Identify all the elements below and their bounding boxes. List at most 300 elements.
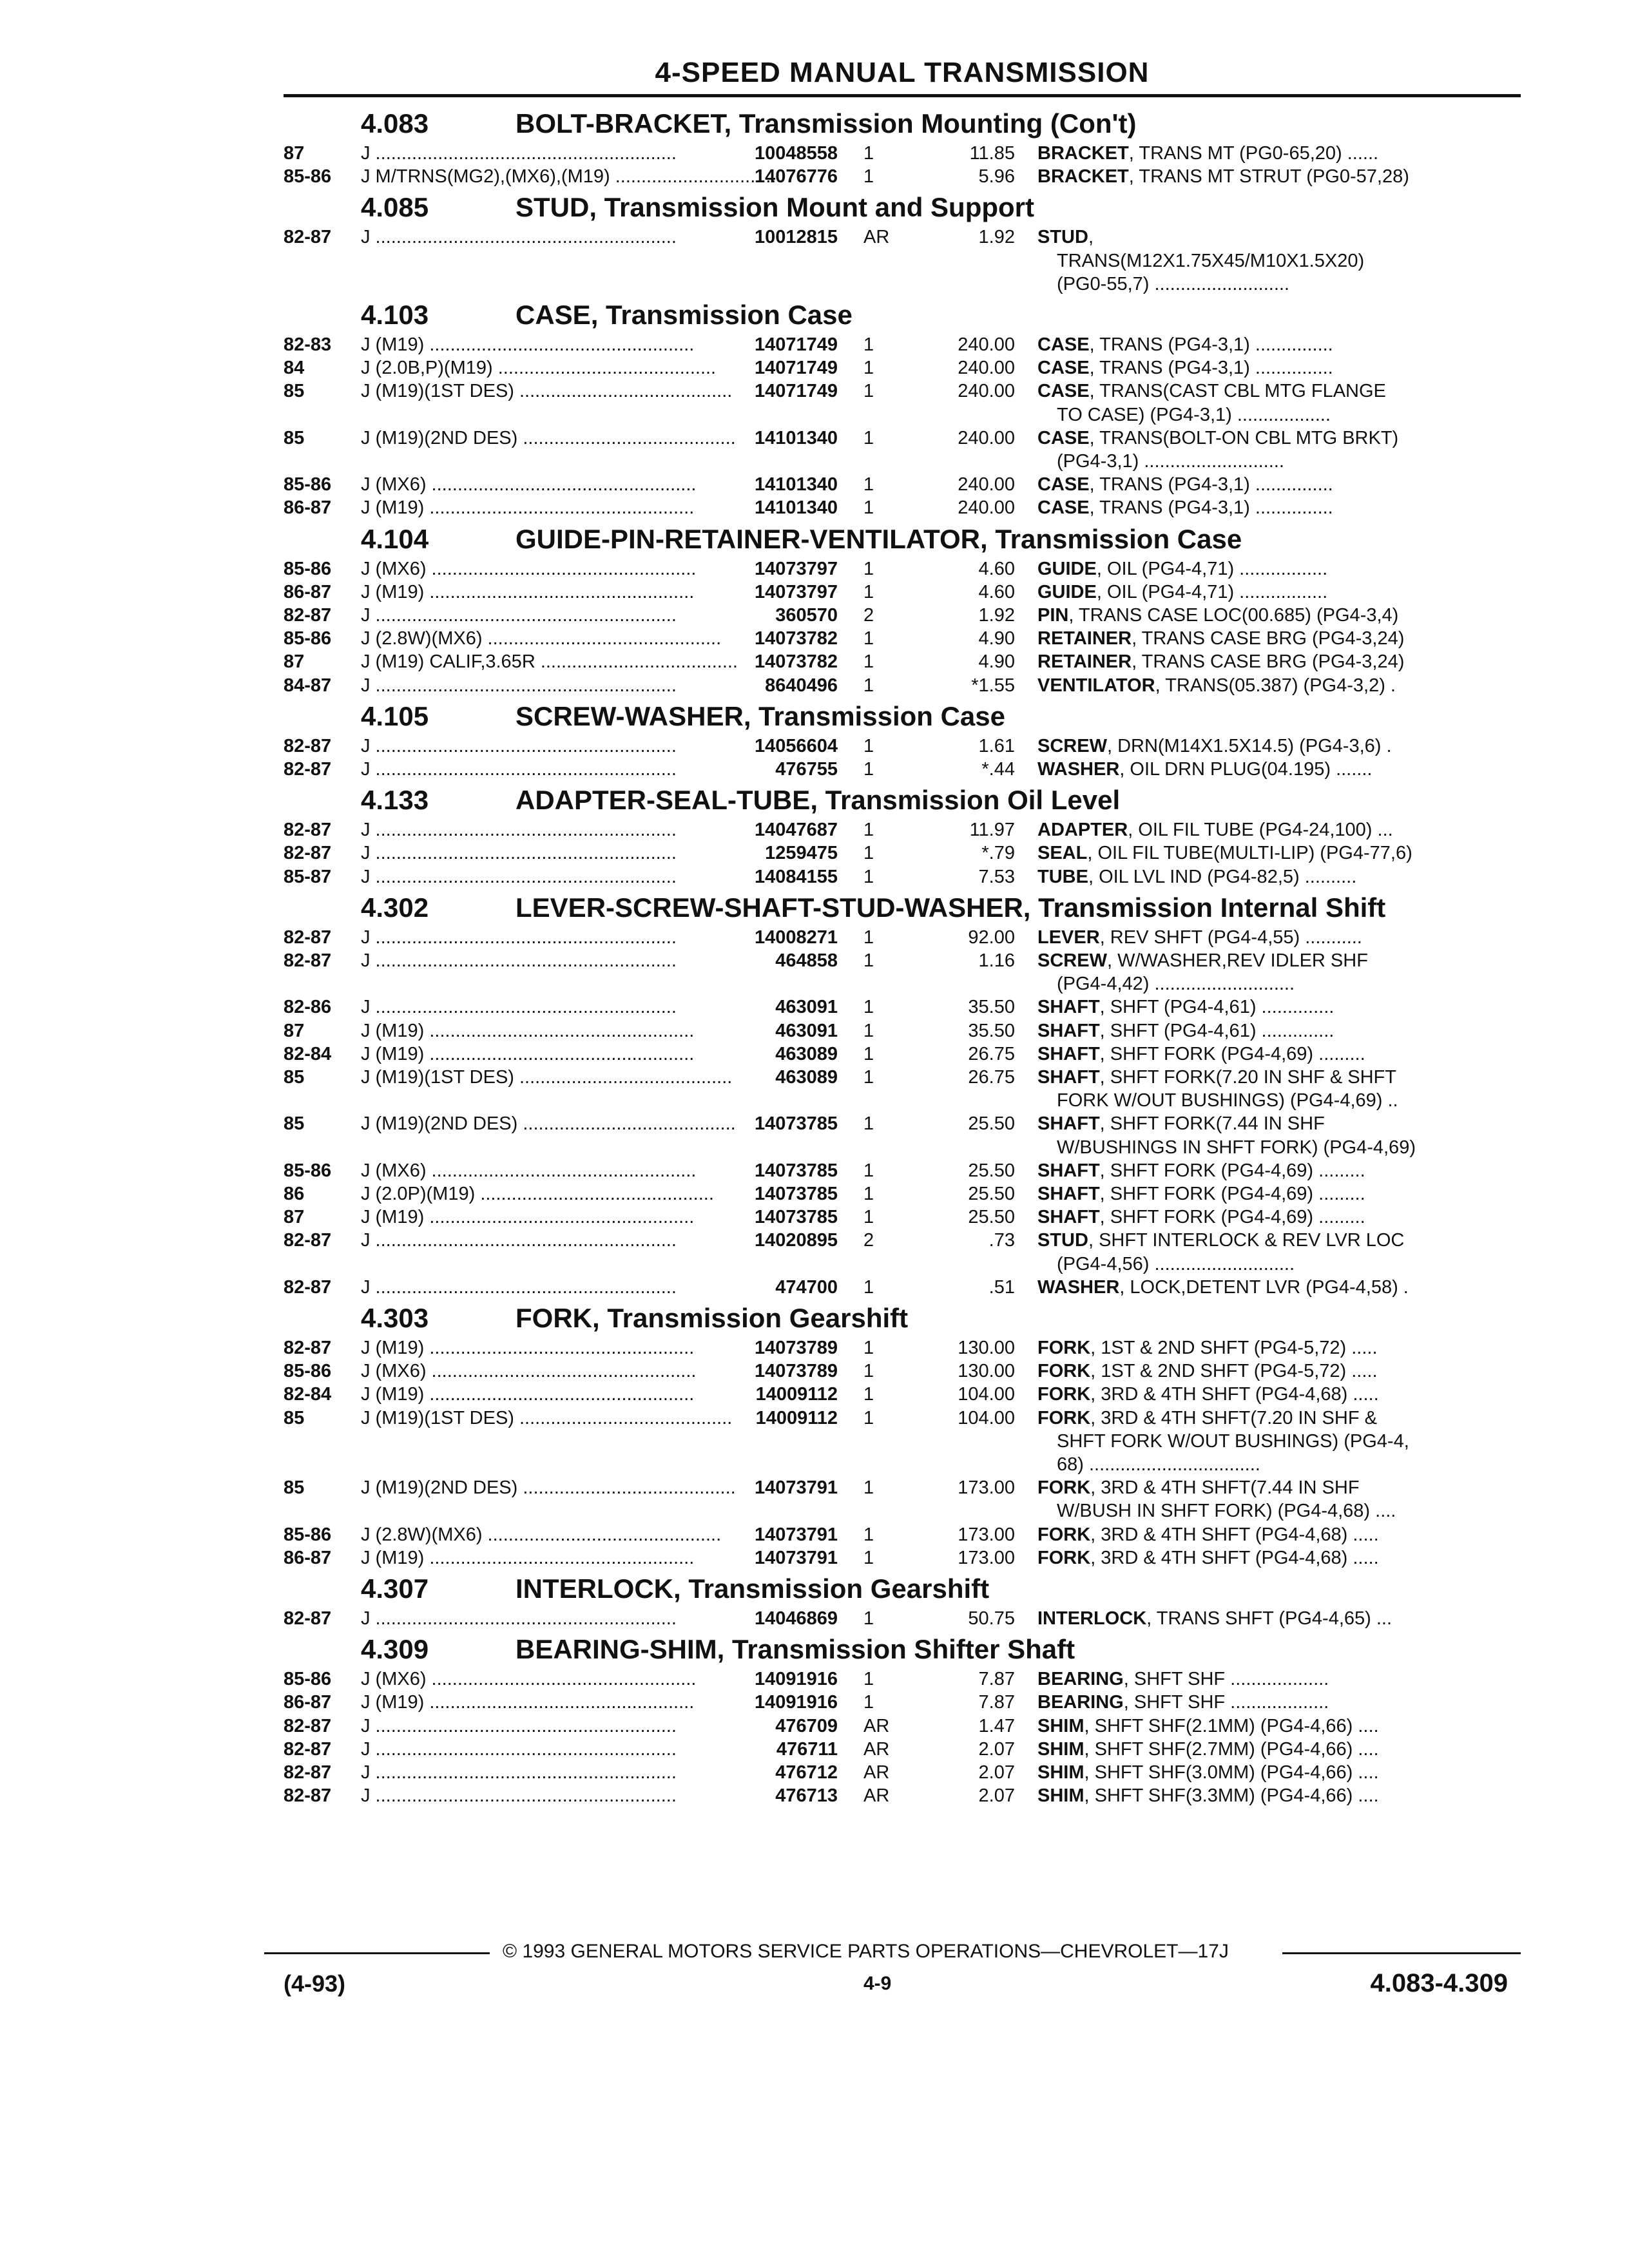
section-title: FORK, Transmission Gearshift [516, 1303, 909, 1333]
description: BRACKET, TRANS MT (PG0-65,20) ...... [1037, 143, 1379, 164]
application: J (2.0B,P)(M19) .......................................... [361, 358, 717, 379]
description: PIN, TRANS CASE LOC(00.685) (PG4-3,4) [1037, 605, 1399, 626]
section-title: SCREW-WASHER, Transmission Case [516, 700, 1005, 731]
footer-rule-right [1282, 1952, 1521, 1954]
model-years: 82-87 [284, 227, 332, 248]
section-number: 4.307 [361, 1573, 429, 1604]
footer-section-range: 4.083-4.309 [1370, 1969, 1508, 1997]
model-years: 85-86 [284, 166, 332, 187]
part-row [0, 496, 1629, 519]
section-number: 4.083 [361, 108, 429, 139]
description-continuation [0, 450, 1629, 473]
part-number: 10048558 [754, 143, 838, 164]
part-number: 14073797 [754, 558, 838, 579]
quantity: 1 [863, 759, 874, 780]
part-row [0, 1691, 1629, 1714]
part-number: 14009112 [755, 1407, 838, 1428]
model-years: 82-87 [284, 1715, 332, 1736]
part-number: 476713 [775, 1785, 838, 1807]
description: SHAFT, SHFT FORK (PG4-4,69) ......... [1037, 1184, 1365, 1204]
model-years: 82-87 [284, 1338, 332, 1358]
description-line: (PG4-4,56) ........................... [1057, 1253, 1295, 1274]
part-number: 14084155 [754, 866, 838, 887]
description-continuation [0, 1430, 1629, 1453]
price: 240.00 [958, 358, 1015, 379]
price: 173.00 [958, 1547, 1015, 1568]
quantity: 1 [863, 997, 874, 1018]
part-number: 14071749 [754, 334, 838, 355]
model-years: 82-87 [284, 820, 332, 841]
part-row [0, 226, 1629, 249]
model-years: 82-87 [284, 843, 332, 864]
price: 130.00 [958, 1361, 1015, 1382]
description-line: (PG0-55,7) .......................... [1057, 273, 1289, 294]
part-number: 14073789 [754, 1361, 838, 1382]
application: J .......................................................... [361, 605, 677, 626]
model-years: 87 [284, 651, 305, 673]
quantity: 1 [863, 474, 874, 495]
part-row [0, 650, 1629, 673]
price: 2.07 [978, 1762, 1015, 1783]
part-row [0, 1019, 1629, 1043]
section-number: 4.105 [361, 700, 429, 731]
application: J (M19) ................................................... [361, 497, 695, 519]
price: *.44 [981, 759, 1015, 780]
description: BRACKET, TRANS MT STRUT (PG0-57,28) [1037, 166, 1409, 187]
model-years: 85-86 [284, 1361, 332, 1382]
quantity: 1 [863, 334, 874, 355]
part-number: 14056604 [754, 735, 838, 756]
section-title: ADAPTER-SEAL-TUBE, Transmission Oil Level [516, 785, 1121, 816]
price: 25.50 [968, 1207, 1015, 1228]
model-years: 82-83 [284, 334, 332, 355]
price: 240.00 [958, 381, 1015, 402]
price: 7.87 [978, 1669, 1015, 1690]
application: J (M19)(1ST DES) ......................................... [361, 381, 733, 402]
part-number: 14101340 [754, 474, 838, 495]
quantity: 1 [863, 1361, 874, 1382]
description-continuation [0, 1136, 1629, 1159]
description-continuation [0, 1253, 1629, 1276]
description: SHAFT, SHFT FORK (PG4-4,69) ......... [1037, 1043, 1365, 1064]
part-number: 463089 [775, 1043, 838, 1064]
model-years: 85-86 [284, 1160, 332, 1181]
description: SHIM, SHFT SHF(2.1MM) (PG4-4,66) .... [1037, 1715, 1379, 1736]
description-line: TRANS(M12X1.75X45/M10X1.5X20) [1057, 250, 1365, 271]
quantity: AR [863, 1785, 890, 1807]
application: J (M19) ................................................... [361, 1338, 695, 1358]
description: FORK, 1ST & 2ND SHFT (PG4-5,72) ..... [1037, 1338, 1378, 1358]
part-row [0, 1738, 1629, 1761]
quantity: 1 [863, 1669, 874, 1690]
part-number: 10012815 [754, 227, 838, 248]
application: J .......................................................... [361, 759, 677, 780]
section-number: 4.303 [361, 1303, 429, 1333]
model-years: 84-87 [284, 675, 332, 696]
price: 26.75 [968, 1043, 1015, 1064]
model-years: 86-87 [284, 581, 332, 602]
price: 2.07 [978, 1785, 1015, 1807]
quantity: 1 [863, 1524, 874, 1545]
application: J .......................................................... [361, 675, 677, 696]
description-continuation [0, 403, 1629, 427]
description: LEVER, REV SHFT (PG4-4,55) ........... [1037, 927, 1362, 948]
part-row [0, 1784, 1629, 1807]
application: J .......................................................... [361, 735, 677, 756]
part-row [0, 1476, 1629, 1499]
application: J (M19)(2ND DES) ......................................... [361, 427, 736, 448]
model-years: 82-86 [284, 997, 332, 1018]
quantity: 1 [863, 950, 874, 971]
quantity: 1 [863, 497, 874, 519]
description: SCREW, DRN(M14X1.5X14.5) (PG4-3,6) . [1037, 735, 1392, 756]
application: J .......................................................... [361, 927, 677, 948]
price: 7.87 [978, 1692, 1015, 1713]
part-number: 14046869 [754, 1608, 838, 1629]
part-number: 14071749 [754, 381, 838, 402]
model-years: 82-84 [284, 1384, 332, 1405]
part-row [0, 1206, 1629, 1229]
model-years: 85-86 [284, 628, 332, 649]
description-continuation [0, 1453, 1629, 1476]
application: J (MX6) ................................................... [361, 1160, 697, 1181]
part-row [0, 735, 1629, 758]
part-number: 463089 [775, 1067, 838, 1088]
application: J (MX6) ................................................... [361, 558, 697, 579]
description: SEAL, OIL FIL TUBE(MULTI-LIP) (PG4-77,6) [1037, 843, 1412, 864]
part-row [0, 627, 1629, 650]
price: 11.85 [969, 143, 1015, 164]
part-row [0, 1360, 1629, 1383]
quantity: 1 [863, 358, 874, 379]
description: STUD, [1037, 227, 1094, 248]
price: 25.50 [968, 1113, 1015, 1135]
description-line: TO CASE) (PG4-3,1) .................. [1057, 404, 1331, 425]
price: *1.55 [971, 675, 1015, 696]
quantity: 1 [863, 1477, 874, 1499]
application: J .......................................................... [361, 997, 677, 1018]
quantity: 1 [863, 143, 874, 164]
description-line: (PG4-3,1) ........................... [1057, 451, 1284, 472]
quantity: 1 [863, 1692, 874, 1713]
part-number: 14071749 [754, 358, 838, 379]
description: SHAFT, SHFT FORK (PG4-4,69) ......... [1037, 1207, 1365, 1228]
application: J (2.0P)(M19) ............................................. [361, 1184, 714, 1204]
model-years: 82-84 [284, 1043, 332, 1064]
description: CASE, TRANS (PG4-3,1) ............... [1037, 334, 1333, 355]
part-row [0, 1761, 1629, 1784]
part-row [0, 1607, 1629, 1630]
application: J .......................................................... [361, 1230, 677, 1251]
description: GUIDE, OIL (PG4-4,71) ................. [1037, 581, 1328, 602]
quantity: 1 [863, 1020, 874, 1041]
part-number: 14101340 [754, 497, 838, 519]
description: SHAFT, SHFT FORK(7.20 IN SHF & SHFT [1037, 1067, 1396, 1088]
quantity: 1 [863, 1384, 874, 1405]
application: J (M19)(2ND DES) ......................................... [361, 1477, 736, 1499]
quantity: 1 [863, 558, 874, 579]
model-years: 85 [284, 1067, 305, 1088]
part-row [0, 949, 1629, 972]
application: J (M19) CALIF,3.65R ...................................... [361, 651, 738, 673]
description-continuation [0, 1499, 1629, 1523]
description: INTERLOCK, TRANS SHFT (PG4-4,65) ... [1037, 1608, 1393, 1629]
application: J (M19) ................................................... [361, 334, 695, 355]
section-number: 4.103 [361, 300, 429, 330]
part-row [0, 1066, 1629, 1089]
description: SHAFT, SHFT FORK(7.44 IN SHF [1037, 1113, 1325, 1135]
description: GUIDE, OIL (PG4-4,71) ................. [1037, 558, 1328, 579]
quantity: 1 [863, 843, 874, 864]
model-years: 85 [284, 1407, 305, 1428]
model-years: 82-87 [284, 1738, 332, 1760]
model-years: 85-86 [284, 1669, 332, 1690]
page-header: 4-SPEED MANUAL TRANSMISSION [655, 57, 1150, 88]
description: SHIM, SHFT SHF(3.3MM) (PG4-4,66) .... [1037, 1785, 1379, 1807]
application: J (M19) ................................................... [361, 1692, 695, 1713]
section-title: GUIDE-PIN-RETAINER-VENTILATOR, Transmission Case [516, 523, 1242, 554]
quantity: 1 [863, 427, 874, 448]
part-row [0, 995, 1629, 1019]
model-years: 86-87 [284, 1547, 332, 1568]
description: CASE, TRANS (PG4-3,1) ............... [1037, 358, 1333, 379]
part-row [0, 427, 1629, 450]
section-number: 4.085 [361, 192, 429, 223]
description-line: W/BUSHINGS IN SHFT FORK) (PG4-4,69) [1057, 1137, 1416, 1158]
application: J .......................................................... [361, 820, 677, 841]
application: J .......................................................... [361, 1762, 677, 1783]
section-number: 4.302 [361, 892, 429, 923]
price: 25.50 [968, 1160, 1015, 1181]
price: 240.00 [958, 427, 1015, 448]
section-title: BEARING-SHIM, Transmission Shifter Shaft [516, 1634, 1075, 1665]
quantity: 1 [863, 820, 874, 841]
application: J M/TRNS(MG2),(MX6),(M19) ............................... [361, 166, 776, 187]
part-row [0, 165, 1629, 188]
quantity: 1 [863, 1207, 874, 1228]
price: 1.61 [978, 735, 1015, 756]
part-number: 360570 [775, 605, 838, 626]
price: 1.92 [978, 227, 1015, 248]
model-years: 82-87 [284, 950, 332, 971]
application: J (M19)(1ST DES) ......................................... [361, 1407, 733, 1428]
application: J (MX6) ................................................... [361, 1669, 697, 1690]
model-years: 86-87 [284, 1692, 332, 1713]
description: FORK, 1ST & 2ND SHFT (PG4-5,72) ..... [1037, 1361, 1378, 1382]
section-number: 4.309 [361, 1634, 429, 1665]
description: SHAFT, SHFT (PG4-4,61) .............. [1037, 1020, 1335, 1041]
price: 1.47 [978, 1715, 1015, 1736]
part-row [0, 473, 1629, 496]
part-row [0, 818, 1629, 841]
part-number: 14073791 [754, 1524, 838, 1545]
price: .73 [988, 1230, 1015, 1251]
description-line: (PG4-4,42) ........................... [1057, 974, 1295, 995]
price: 240.00 [958, 334, 1015, 355]
price: 11.97 [969, 820, 1015, 841]
part-number: 476712 [775, 1762, 838, 1783]
quantity: 1 [863, 1547, 874, 1568]
model-years: 82-87 [284, 1230, 332, 1251]
description: SHIM, SHFT SHF(2.7MM) (PG4-4,66) .... [1037, 1738, 1379, 1760]
part-row [0, 356, 1629, 380]
quantity: 1 [863, 381, 874, 402]
application: J .......................................................... [361, 1608, 677, 1629]
price: 5.96 [978, 166, 1015, 187]
model-years: 82-87 [284, 1785, 332, 1807]
description: CASE, TRANS(BOLT-ON CBL MTG BRKT) [1037, 427, 1399, 448]
model-years: 87 [284, 1020, 305, 1041]
description: SHAFT, SHFT FORK (PG4-4,69) ......... [1037, 1160, 1365, 1181]
application: J .......................................................... [361, 227, 677, 248]
part-number: 14008271 [754, 927, 838, 948]
price: .51 [988, 1276, 1015, 1298]
quantity: 1 [863, 166, 874, 187]
footer-rule-left [264, 1952, 490, 1954]
quantity: 1 [863, 1407, 874, 1428]
part-row [0, 1667, 1629, 1691]
quantity: 1 [863, 1184, 874, 1204]
price: 35.50 [968, 1020, 1015, 1041]
description: CASE, TRANS(CAST CBL MTG FLANGE [1037, 381, 1386, 402]
description: SCREW, W/WASHER,REV IDLER SHF [1037, 950, 1368, 971]
part-number: 14020895 [754, 1230, 838, 1251]
quantity: 1 [863, 581, 874, 602]
quantity: AR [863, 1715, 890, 1736]
footer-copyright: © 1993 GENERAL MOTORS SERVICE PARTS OPERATIONS—CHEVROLET—17J [503, 1941, 1229, 1962]
part-row [0, 1276, 1629, 1299]
model-years: 87 [284, 143, 305, 164]
quantity: AR [863, 1738, 890, 1760]
part-number: 14073785 [754, 1160, 838, 1181]
description: VENTILATOR, TRANS(05.387) (PG4-3,2) . [1037, 675, 1396, 696]
part-row [0, 758, 1629, 781]
quantity: 1 [863, 927, 874, 948]
quantity: 1 [863, 651, 874, 673]
price: 92.00 [968, 927, 1015, 948]
quantity: 1 [863, 1067, 874, 1088]
part-number: 14047687 [754, 820, 838, 841]
price: 7.53 [978, 866, 1015, 887]
model-years: 82-87 [284, 605, 332, 626]
part-number: 14076776 [754, 166, 838, 187]
model-years: 82-87 [284, 1762, 332, 1783]
part-number: 14073785 [754, 1184, 838, 1204]
application: J .......................................................... [361, 843, 677, 864]
description-continuation [0, 249, 1629, 273]
description: STUD, SHFT INTERLOCK & REV LVR LOC [1037, 1230, 1405, 1251]
section-title: STUD, Transmission Mount and Support [516, 192, 1035, 223]
model-years: 85-86 [284, 474, 332, 495]
price: 35.50 [968, 997, 1015, 1018]
price: 4.60 [978, 581, 1015, 602]
application: J (M19) ................................................... [361, 1043, 695, 1064]
description: WASHER, LOCK,DETENT LVR (PG4-4,58) . [1037, 1276, 1409, 1298]
quantity: 1 [863, 1338, 874, 1358]
part-number: 463091 [775, 1020, 838, 1041]
description-line: 68) ................................. [1057, 1454, 1260, 1475]
part-row [0, 333, 1629, 356]
part-number: 476755 [775, 759, 838, 780]
application: J (M19) ................................................... [361, 1020, 695, 1041]
application: J .......................................................... [361, 143, 677, 164]
application: J (MX6) ................................................... [361, 474, 697, 495]
application: J (M19) ................................................... [361, 1207, 695, 1228]
part-row [0, 865, 1629, 889]
application: J (M19) ................................................... [361, 1384, 695, 1405]
part-row [0, 142, 1629, 165]
footer-date: (4-93) [284, 1970, 346, 1997]
quantity: 1 [863, 1276, 874, 1298]
part-number: 1259475 [765, 843, 838, 864]
part-row [0, 1043, 1629, 1066]
section-number: 4.133 [361, 785, 429, 816]
part-row [0, 1182, 1629, 1206]
part-row [0, 1159, 1629, 1182]
part-number: 14073797 [754, 581, 838, 602]
description-continuation [0, 273, 1629, 296]
quantity: 1 [863, 866, 874, 887]
part-number: 14073791 [754, 1477, 838, 1499]
quantity: 1 [863, 675, 874, 696]
part-number: 8640496 [765, 675, 838, 696]
price: 240.00 [958, 497, 1015, 519]
price: 26.75 [968, 1067, 1015, 1088]
description: TUBE, OIL LVL IND (PG4-82,5) .......... [1037, 866, 1357, 887]
part-row [0, 557, 1629, 581]
part-number: 14073782 [754, 651, 838, 673]
model-years: 86-87 [284, 497, 332, 519]
application: J (M19)(2ND DES) ......................................... [361, 1113, 736, 1135]
description: SHAFT, SHFT (PG4-4,61) .............. [1037, 997, 1335, 1018]
description: FORK, 3RD & 4TH SHFT (PG4-4,68) ..... [1037, 1547, 1379, 1568]
application: J .......................................................... [361, 1785, 677, 1807]
part-row [0, 1523, 1629, 1546]
description: SHIM, SHFT SHF(3.0MM) (PG4-4,66) .... [1037, 1762, 1379, 1783]
price: *.79 [981, 843, 1015, 864]
description: FORK, 3RD & 4TH SHFT (PG4-4,68) ..... [1037, 1524, 1379, 1545]
model-years: 87 [284, 1207, 305, 1228]
application: J (2.8W)(MX6) ............................................. [361, 1524, 722, 1545]
description: ADAPTER, OIL FIL TUBE (PG4-24,100) ... [1037, 820, 1393, 841]
description: BEARING, SHFT SHF ................... [1037, 1692, 1329, 1713]
description-line: SHFT FORK W/OUT BUSHINGS) (PG4-4, [1057, 1430, 1409, 1452]
price: 4.90 [978, 628, 1015, 649]
quantity: AR [863, 1762, 890, 1783]
price: 2.07 [978, 1738, 1015, 1760]
part-number: 474700 [775, 1276, 838, 1298]
quantity: 1 [863, 1160, 874, 1181]
section-title: CASE, Transmission Case [516, 300, 853, 330]
price: 25.50 [968, 1184, 1015, 1204]
quantity: 2 [863, 1230, 874, 1251]
part-number: 14009112 [755, 1384, 838, 1405]
quantity: 1 [863, 628, 874, 649]
quantity: 1 [863, 1608, 874, 1629]
model-years: 85 [284, 381, 305, 402]
price: 104.00 [958, 1384, 1015, 1405]
description-continuation [0, 972, 1629, 995]
part-row [0, 926, 1629, 949]
model-years: 85 [284, 1113, 305, 1135]
page-number: 4-9 [863, 1973, 892, 1994]
description-line: FORK W/OUT BUSHINGS) (PG4-4,69) .. [1057, 1090, 1398, 1111]
part-number: 14101340 [754, 427, 838, 448]
price: 50.75 [968, 1608, 1015, 1629]
model-years: 85-86 [284, 1524, 332, 1545]
part-row [0, 1546, 1629, 1570]
price: 4.90 [978, 651, 1015, 673]
